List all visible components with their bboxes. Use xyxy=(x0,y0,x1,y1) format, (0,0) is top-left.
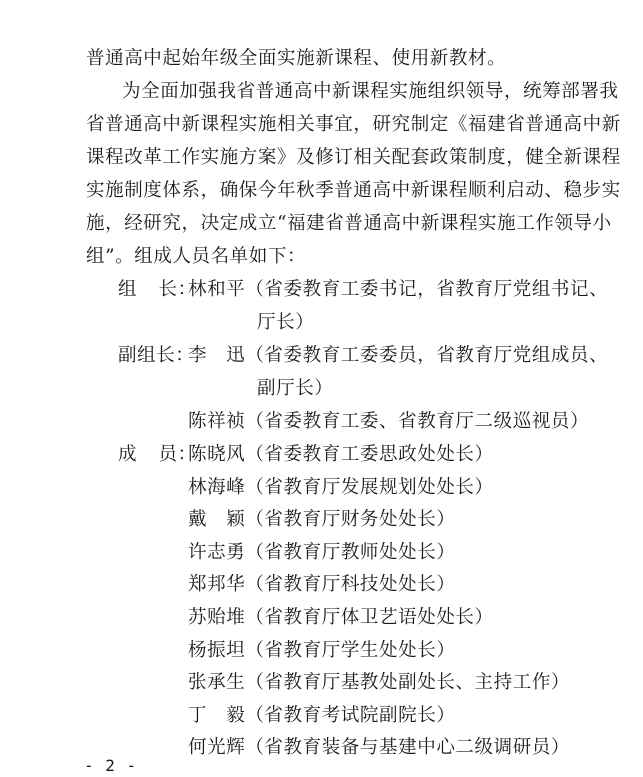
role-label-part: 组 xyxy=(118,279,159,300)
member-title: （省委教育工委思政处处长） xyxy=(245,444,494,465)
member-entry xyxy=(188,733,570,759)
member-entry xyxy=(188,473,494,499)
deputy-entry xyxy=(188,341,608,367)
member-entry xyxy=(188,701,455,727)
paragraph-line: 为全面加强我省普通高中新课程实施组织领导，统筹部署我 xyxy=(122,81,619,102)
member-name: 林海峰 xyxy=(188,477,246,498)
member-title: （省教育厅财务处处长） xyxy=(245,509,456,530)
member-title: （省教育厅发展规划处处长） xyxy=(245,477,494,498)
member-name: 戴 颖 xyxy=(188,509,246,530)
member-title-continued: 副厅长） xyxy=(257,378,334,399)
member-title-continued: 厅长） xyxy=(257,312,315,333)
role-label-part: 长： xyxy=(158,279,197,300)
member-entry xyxy=(188,603,494,629)
member-title: （省教育装备与基建中心二级调研员） xyxy=(245,737,571,758)
member-title: （省教育厅体卫艺语处处长） xyxy=(245,607,494,628)
member-name: 何光辉 xyxy=(188,737,246,758)
paragraph-line: 组”。组成人员名单如下： xyxy=(86,246,307,267)
member-entry xyxy=(188,538,455,564)
member-name: 陈晓风 xyxy=(188,444,246,465)
member-name: 苏贻堆 xyxy=(188,607,246,628)
member-title: （省委教育工委、省教育厅二级巡视员） xyxy=(245,411,590,432)
role-label-part: 员： xyxy=(158,444,197,465)
member-name: 陈祥祯 xyxy=(188,411,246,432)
leader-entry xyxy=(188,275,608,301)
paragraph-line: 普通高中起始年级全面实施新课程、使用新教材。 xyxy=(86,48,507,69)
paragraph-line: 施，经研究，决定成立“福建省普通高中新课程实施工作领导小 xyxy=(86,213,612,234)
member-name: 许志勇 xyxy=(188,542,246,563)
member-name: 张承生 xyxy=(188,672,246,693)
member-title: （省教育厅基教处副处长、主持工作） xyxy=(245,672,571,693)
role-label-part: 成 xyxy=(118,444,159,465)
member-entry xyxy=(188,636,455,662)
member-title: （省教育厅科技处处长） xyxy=(245,574,456,595)
member-name: 郑邦华 xyxy=(188,574,246,595)
member-entry xyxy=(188,570,455,596)
member-title: （省教育考试院副院长） xyxy=(245,705,456,726)
page-number: - 2 - xyxy=(84,756,138,775)
member-title: （省委教育工委书记，省教育厅党组书记、 xyxy=(245,279,609,300)
member-entry xyxy=(188,668,570,694)
member-title: （省教育厅教师处处长） xyxy=(245,542,456,563)
member-entry xyxy=(188,440,494,466)
member-title: （省教育厅学生处处长） xyxy=(245,640,456,661)
deputy-entry xyxy=(188,407,589,433)
member-name: 杨振坦 xyxy=(188,640,246,661)
member-name: 李 迅 xyxy=(188,345,246,366)
paragraph-line: 课程改革工作实施方案》及修订相关配套政策制度，健全新课程 xyxy=(86,147,621,168)
role-label-members xyxy=(118,440,197,466)
paragraph-line: 省普通高中新课程实施相关事宜，研究制定《福建省普通高中新 xyxy=(86,114,621,135)
member-title: （省委教育工委委员，省教育厅党组成员、 xyxy=(245,345,609,366)
member-entry xyxy=(188,505,455,531)
paragraph-line: 实施制度体系，确保今年秋季普通高中新课程顺利启动、稳步实 xyxy=(86,180,621,201)
role-label-leader xyxy=(118,275,197,301)
member-name: 林和平 xyxy=(188,279,246,300)
role-label-deputy: 副组长： xyxy=(118,345,195,366)
member-name: 丁 毅 xyxy=(188,705,246,726)
